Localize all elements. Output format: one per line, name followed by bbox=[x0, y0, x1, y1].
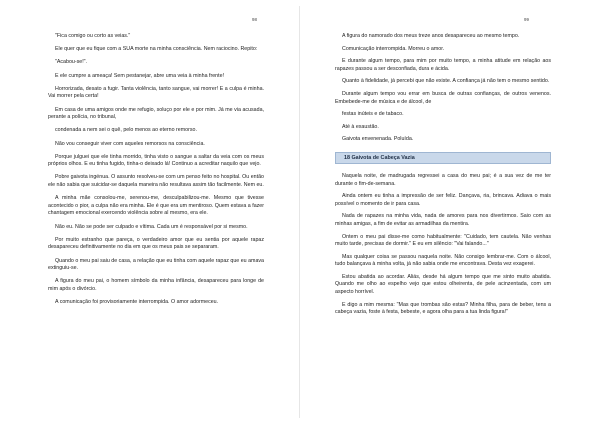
right-page bbox=[300, 0, 600, 424]
paragraph: condenada a nem sei o quê, pelo menos ao eterno remorso. bbox=[55, 127, 197, 134]
paragraph: Ainda ontem eu tinha a impressão de ser feliz. Dançava, ria, brincava. Adiava o mais possível o momento de ir para casa. bbox=[335, 193, 551, 207]
paragraph: Não vou conseguir viver com aqueles remorsos na consciência. bbox=[55, 140, 205, 147]
paragraph: Pobre gaivota ingénua. O assunto resolveu-se com um penso feito no hospital. Ou então ele não sabia que suicidar-se daquela maneira não resultava assim tão facilmente. Nem eu. bbox=[48, 174, 264, 189]
paragraph: Quando o meu pai saiu de casa, a relação que eu tinha com aquele rapaz que eu amava extinguiu-se. bbox=[48, 257, 264, 272]
paragraph: Nada de rapazes na minha vida, nada de amores para nos divertirmos. Saio com as minhas amigas, a fim de evitar as armadilhas da mentira. bbox=[335, 213, 551, 227]
paragraph: Comunicação interrompida. Morreu o amor. bbox=[342, 45, 445, 52]
paragraph: E ele cumpre a ameaça! Sem pestanejar, abre uma veia à minha frente! bbox=[55, 72, 225, 79]
paragraph: festas inúteis e de tabaco. bbox=[342, 111, 404, 118]
page-number: 99 bbox=[524, 17, 529, 22]
paragraph: A minha mãe consolou-me, serenou-me, desculpabilizou-me. Mesmo que tivesse acontecido o pior, a culpa não era minha. Ele é que era um mentiroso. Quem estava a fazer chantagem emocional exercendo violência sobre al mesmo, era ele. bbox=[48, 195, 264, 217]
right-page-body bbox=[335, 33, 551, 322]
paragraph: Até à exaustão. bbox=[342, 123, 379, 130]
paragraph: A figura do meu pai, o homem símbolo da minha infância, desapareceu para longe de mim após o divórcio. bbox=[48, 278, 264, 292]
paragraph: Mas qualquer coisa se passou naquela noite. Não consigo lembrar-me. Com o álcool, tudo balançava à minha volta, já não sabia onde me encontrava. Desta vez exagerei. bbox=[335, 253, 551, 268]
paragraph: A figura do namorado dos meus treze anos desapareceu ao mesmo tempo. bbox=[342, 33, 520, 39]
paragraph: Ontem o meu pai disse-me como habitualmente: "Cuidado, tem cautela. Não venhas muito tarde, precisas de dormir." E eu em silêncio: "Vai falando..." bbox=[335, 233, 551, 248]
paragraph: A comunicação foi provisoriamente interrompida. O amor adormeceu. bbox=[55, 299, 219, 306]
page-number: 98 bbox=[252, 17, 257, 22]
paragraph: "Acabou-se!". bbox=[55, 59, 88, 66]
section-heading: 18 Gaivota de Cabeça Vazia bbox=[335, 152, 551, 164]
paragraph: Gaivota envenenada. Poluída. bbox=[342, 136, 414, 143]
paragraph: Naquela noite, de madrugada regressei a casa do meu pai; é a sua vez de me ter durante o fim-de-semana. bbox=[335, 172, 551, 187]
paragraph: Quanto à fidelidade, já percebi que não existe. A confiança já não tem o mesmo sentido. bbox=[342, 78, 550, 85]
paragraph: Estou abatida ao acordar. Aliás, desde há algum tempo que me sinto muito abatida. Quando me olho ao espelho vejo que estou olheirenta, de pele acinzentada, com um aspecto horrível. bbox=[335, 273, 551, 296]
paragraph: Ele quer que eu fique com a SUA morte na minha consciência. Nem raciocino. Repito: bbox=[55, 46, 258, 53]
paragraph: "Fica comigo ou corto as veias." bbox=[55, 33, 131, 39]
paragraph: Por muito estranho que pareça, o verdadeiro amor que eu sentia por aquele rapaz desapareceu definitivamente no dia em que os meus pais se separaram. bbox=[48, 236, 264, 251]
paragraph: Não eu. Não se pode ser culpado e vítima. Cada um é responsável por si mesmo. bbox=[55, 223, 248, 230]
paragraph: E digo a mim mesma: "Mas que trombas são estas? Minha filha, para de beber, tens a cabeça vazia, foste à festa, bebeste, e agora olha para a tua linda figura!" bbox=[335, 301, 551, 316]
paragraph: Horrorizada, desato a fugir. Tanta violência, tanto sangue, vai morrer! E a culpa é minha. Vai morrer pela certa! bbox=[48, 85, 264, 100]
paragraph: Porque julguei que ele tinha morrido, tinha visto o sangue a saltar da veia com os meus próprios olhos. E eu tinha fugido, tinha-o deixado lá! Continuo a acreditar naquilo que vejo. bbox=[48, 153, 264, 168]
paragraph: E durante algum tempo, para mim por muito tempo, a minha atitude em relação aos rapazes passou a ser desconfiada, dura e ácida. bbox=[335, 58, 551, 72]
paragraph: Em casa de uma amigos onde me refugio, soluço por ele e por mim. Já me via acusada, perante a polícia, no tribunal, bbox=[48, 106, 264, 121]
paragraph: Durante algum tempo vou errar em busca de outras confianças, de outros venenos. Embebede-me de música e de álcool, de bbox=[335, 90, 551, 105]
left-page-body bbox=[48, 33, 264, 312]
